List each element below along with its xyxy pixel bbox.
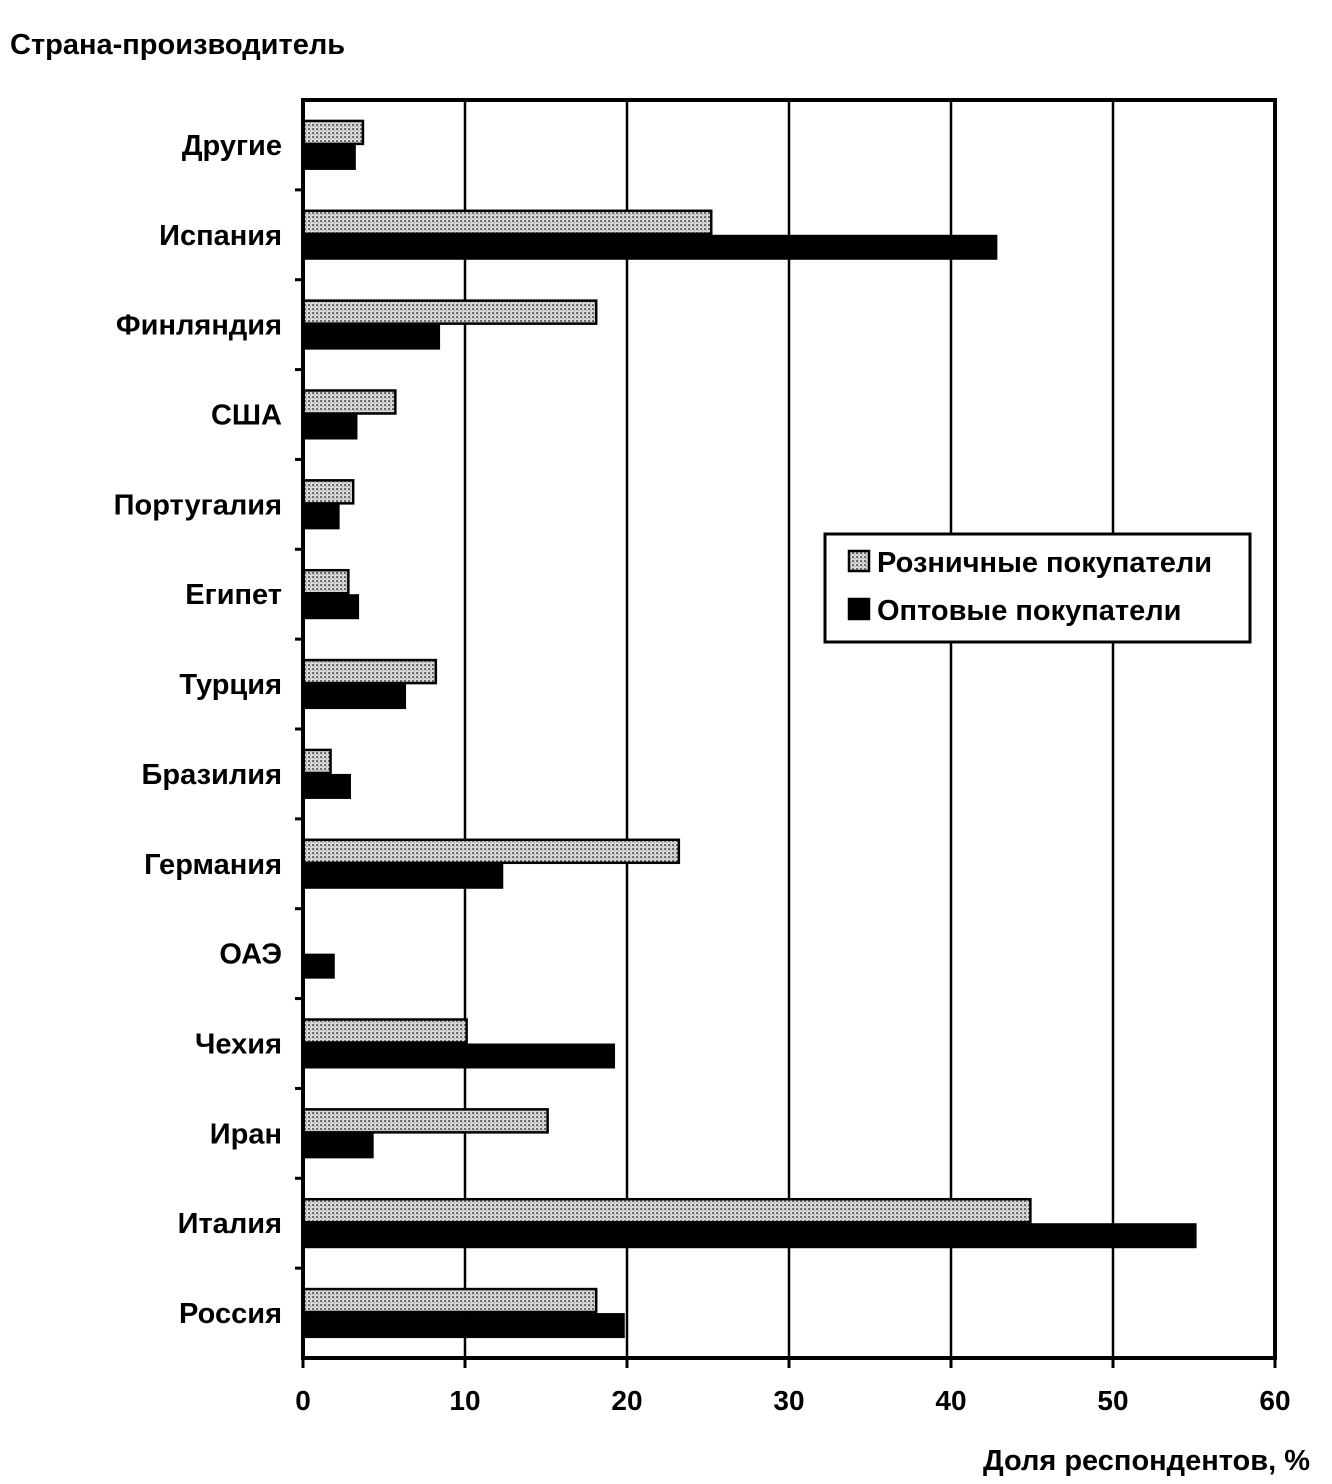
x-tick-label: 30 [773, 1385, 805, 1416]
bar-wholesale [303, 505, 339, 528]
bar-wholesale [303, 1134, 373, 1157]
bar-retail [303, 301, 596, 324]
legend-label: Оптовые покупатели [877, 595, 1182, 627]
category-label: Турция [179, 669, 282, 702]
x-tick-label: 50 [1097, 1385, 1129, 1416]
bar-retail [303, 750, 331, 773]
category-label: Бразилия [141, 758, 282, 791]
bar-wholesale [303, 1314, 624, 1337]
category-label: Другие [181, 129, 282, 162]
x-tick-label: 0 [295, 1385, 311, 1416]
category-label: США [210, 399, 282, 432]
category-label: Германия [144, 848, 282, 881]
bar-retail [303, 1289, 596, 1312]
bar-wholesale [303, 685, 405, 708]
grid-lines [465, 100, 1113, 1358]
legend-swatch [849, 551, 869, 571]
bar-retail [303, 391, 395, 414]
bar-retail [303, 660, 436, 683]
legend-label: Розничные покупатели [877, 547, 1213, 579]
x-tick-label: 60 [1259, 1385, 1291, 1416]
category-label: Италия [177, 1208, 282, 1241]
category-label: Иран [209, 1118, 282, 1151]
bar-wholesale [303, 955, 334, 978]
x-tick-label: 10 [449, 1385, 481, 1416]
legend [825, 534, 1250, 642]
y-axis-title: Страна-производитель [10, 29, 346, 61]
category-label: ОАЭ [219, 938, 282, 971]
bar-retail [303, 570, 348, 593]
category-label: Чехия [195, 1028, 282, 1061]
category-label: Испания [159, 219, 282, 252]
bar-wholesale [303, 416, 356, 439]
bar-wholesale [303, 775, 350, 798]
bar-retail [303, 1109, 548, 1132]
bar-retail [303, 1199, 1030, 1222]
bar-retail [303, 480, 353, 503]
bar-wholesale [303, 326, 439, 349]
bars [303, 121, 1196, 1337]
category-label: Россия [179, 1298, 282, 1331]
bar-wholesale [303, 1224, 1196, 1247]
bar-retail [303, 211, 711, 234]
bar-wholesale [303, 595, 358, 618]
bar-wholesale [303, 236, 996, 259]
x-tick-label: 20 [611, 1385, 643, 1416]
x-tick-label: 40 [935, 1385, 967, 1416]
bar-retail [303, 840, 679, 863]
bar-wholesale [303, 1045, 614, 1068]
bar-retail [303, 1020, 467, 1043]
category-label: Египет [185, 579, 282, 612]
legend-swatch [849, 599, 869, 619]
x-axis-title: Доля респондентов, % [982, 1445, 1310, 1477]
bar-wholesale [303, 146, 355, 169]
bar-retail [303, 121, 363, 144]
bar-wholesale [303, 865, 502, 888]
category-label: Финляндия [115, 309, 282, 342]
category-label: Португалия [113, 489, 282, 522]
